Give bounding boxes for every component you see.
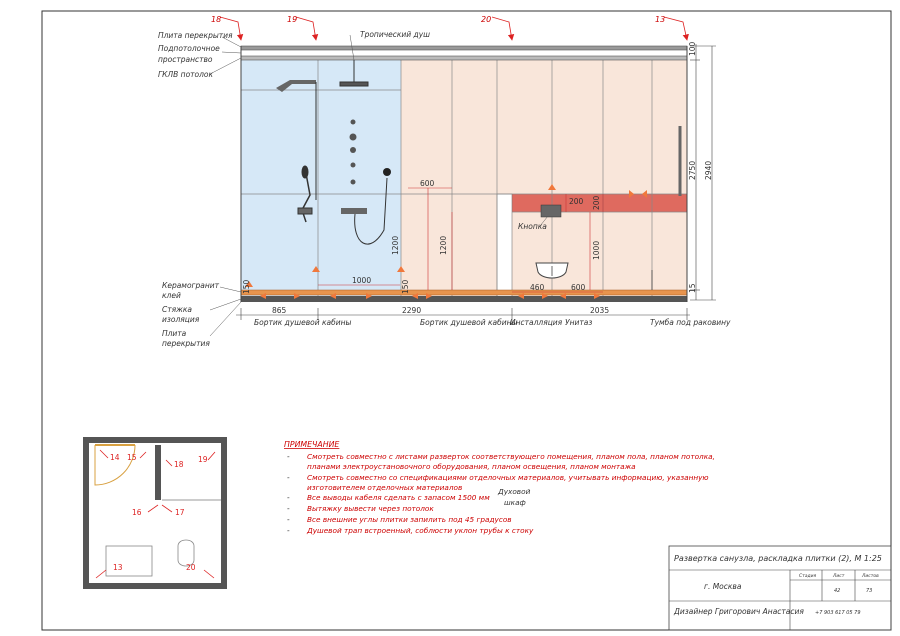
axis-label-19: 19 <box>287 15 298 24</box>
callout-toilet: Унитаз <box>565 318 593 327</box>
gklv-ceiling <box>241 56 687 60</box>
sheet-number: 42 <box>834 588 841 594</box>
callout-button: Кнопка <box>518 222 547 231</box>
dim-600b: 600 <box>420 179 435 188</box>
dim-h2750: 2750 <box>688 160 697 180</box>
shower-zone-tile <box>241 60 401 299</box>
ceiling-slab <box>241 46 687 50</box>
toilet <box>536 263 568 278</box>
phone: +7 903 617 05 79 <box>815 610 861 616</box>
notes-dash-5: - <box>287 515 290 524</box>
dim-h15: 15 <box>688 283 697 293</box>
notes-dash-1: - <box>287 452 290 461</box>
note-line-5: Все выводы кабеля сделать с запасом 1500 мм <box>307 493 490 502</box>
label-ceiling-space-2: пространство <box>158 55 213 64</box>
label-slab-bottom-2: перекрытия <box>162 339 210 348</box>
designer: Дизайнер Григорович Анастасия <box>674 607 804 616</box>
axis-label-18: 18 <box>211 15 222 24</box>
floor-tile-layer <box>241 290 687 295</box>
notes-dash-3: - <box>287 493 290 502</box>
note-line-2: планами электроустановочного оборудования, планом освещения, планом монтажа <box>307 462 636 471</box>
axis-label-13: 13 <box>655 15 666 24</box>
note-line-3: Смотреть совместно со спецификациями отделочных материалов, учитывать информацию, указанную <box>307 473 709 482</box>
label-screed-1: Стяжка <box>162 305 192 314</box>
key-plan <box>86 440 224 586</box>
label-slab-top: Плита перекрытия <box>158 31 233 40</box>
label-tile-2: клей <box>162 291 181 300</box>
label-screed-2: изоляция <box>162 315 200 324</box>
city: г. Москва <box>704 582 742 591</box>
plan-mark-18: 18 <box>174 460 184 469</box>
dim-200a: 200 <box>569 197 584 206</box>
dim-h100: 100 <box>688 41 697 56</box>
note-line-8: Душевой трап встроенный, соблюсти уклон трубы к стоку <box>307 526 534 535</box>
dim-1000: 1000 <box>352 276 372 285</box>
note-cabinet-1: Духовой <box>498 487 531 496</box>
label-tile-1: Керамогранит <box>162 281 219 290</box>
dim-h2940: 2940 <box>704 160 713 180</box>
callout-tropical-shower: Тропический душ <box>360 30 431 39</box>
plan-mark-17: 17 <box>175 508 185 517</box>
axis-label-20: 20 <box>481 15 492 24</box>
layer-labels <box>158 31 233 348</box>
stage-label: Стадия <box>799 574 817 579</box>
plan-mark-19: 19 <box>198 455 208 464</box>
callout-cabinet: Тумба под раковину <box>650 318 731 327</box>
notes-dash-2: - <box>287 473 290 482</box>
dim-1000v: 1000 <box>592 240 601 260</box>
callout-shower-border-2: Бортик душевой кабины <box>420 318 518 327</box>
title-block <box>669 546 891 630</box>
dim-1200b: 1200 <box>439 235 448 255</box>
notes-dash-4: - <box>287 504 290 513</box>
dim-460: 460 <box>530 283 545 292</box>
bathroom-elevation <box>158 15 731 348</box>
notes-dash-6: - <box>287 526 290 535</box>
dim-2290: 2290 <box>402 306 422 315</box>
notes-block <box>284 440 715 535</box>
note-line-6: Вытяжку вывести через потолок <box>307 504 434 513</box>
callout-installation: Инсталляция <box>510 318 563 327</box>
plan-mark-13: 13 <box>113 563 123 572</box>
dim-150b: 150 <box>401 279 410 294</box>
plan-mark-20: 20 <box>186 563 196 572</box>
dim-2035: 2035 <box>590 306 610 315</box>
installation-niche <box>497 194 512 299</box>
callout-shower-border-1: Бортик душевой кабины <box>254 318 352 327</box>
plan-mark-16: 16 <box>132 508 142 517</box>
sheets-total: 73 <box>866 588 873 594</box>
plan-mark-15: 15 <box>127 453 137 462</box>
dim-865: 865 <box>272 306 287 315</box>
sheets-label: Листов <box>862 574 879 579</box>
label-gklv: ГКЛВ потолок <box>158 70 214 79</box>
label-slab-bottom-1: Плита <box>162 329 187 338</box>
label-ceiling-space-1: Подпотолочное <box>158 44 220 53</box>
notes-heading: ПРИМЕЧАНИЕ <box>284 440 340 449</box>
note-line-4: изготовителем отделочных материалов <box>307 483 463 492</box>
floor-slab <box>241 296 687 302</box>
note-line-1: Смотреть совместно с листами разверток соответствующего помещения, планом пола, планом потолка, <box>307 452 715 461</box>
dim-200b: 200 <box>592 195 601 210</box>
flush-button <box>541 205 561 217</box>
sheet-title: Развертка санузла, раскладка плитки (2), М 1:25 <box>674 554 882 563</box>
sheet-label: Лист <box>833 574 845 579</box>
plan-mark-14: 14 <box>110 453 120 462</box>
dim-600a: 600 <box>571 283 586 292</box>
dim-1200a: 1200 <box>391 235 400 255</box>
dim-150a: 150 <box>242 279 251 294</box>
note-line-7: Все внешние углы плитки запилить под 45 градусов <box>307 515 512 524</box>
note-cabinet-2: шкаф <box>504 498 526 507</box>
